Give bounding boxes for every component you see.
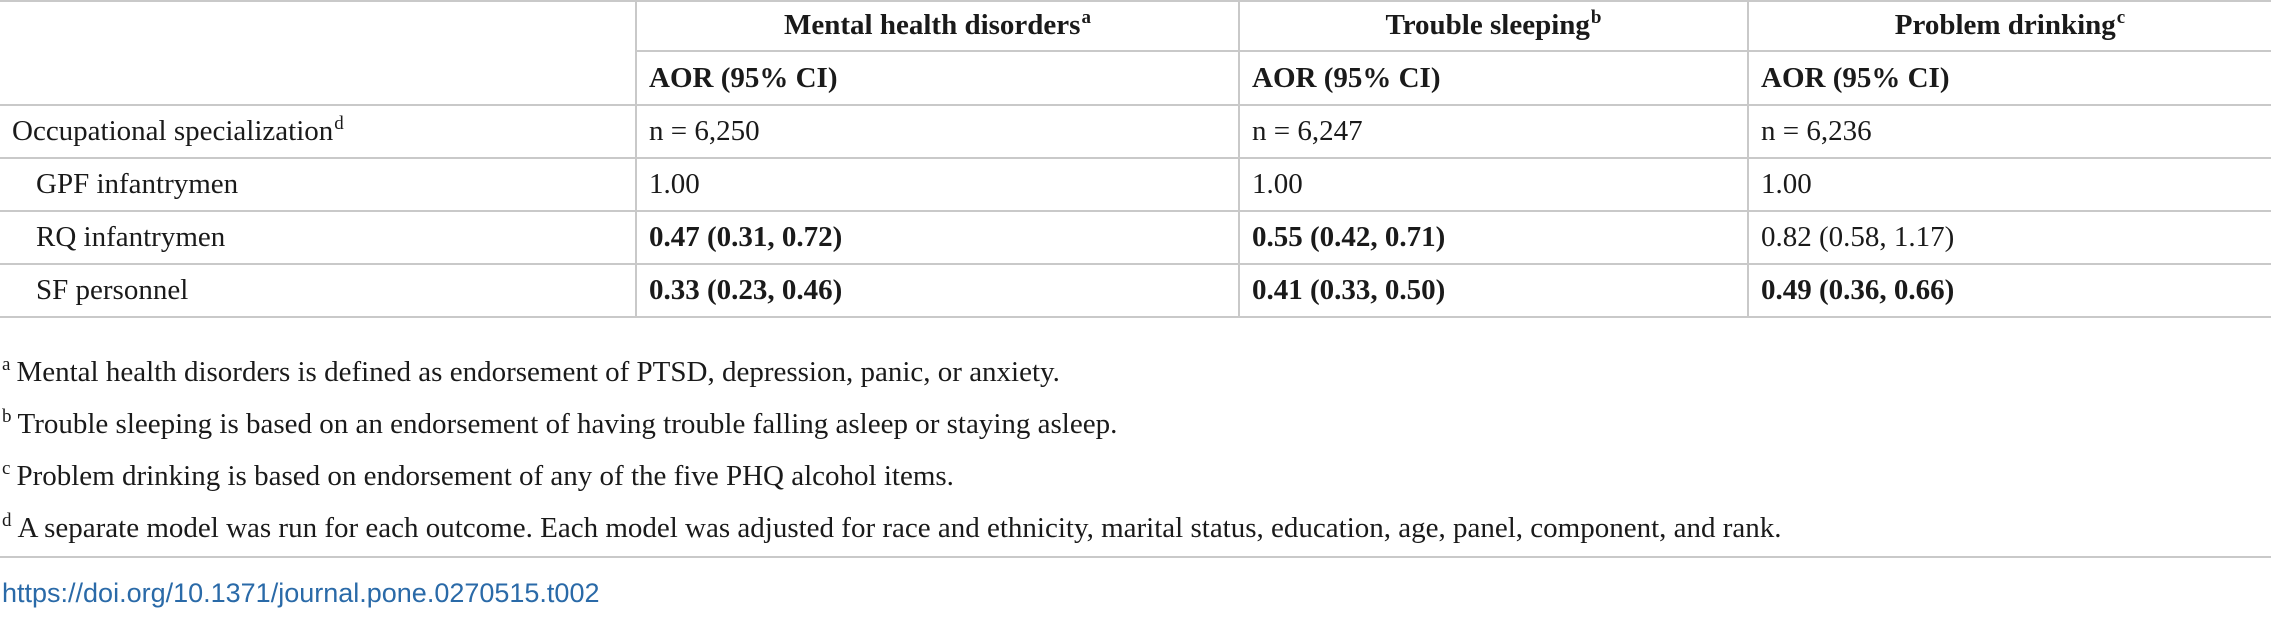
subheader-row <box>0 51 2271 105</box>
subheader-aor: AOR (95% CI) <box>1239 51 1748 105</box>
table-bottom-rule <box>0 316 2271 318</box>
footnotes-bottom-rule <box>0 556 2271 558</box>
row-label-occupational-specialization: Occupational specialization$^d$ <box>0 105 636 158</box>
table-cell: 0.33 (0.23, 0.46) <box>636 264 1239 316</box>
footnote-text: A separate model was run for each outcome. Each model was adjusted for race and ethnicity, marital status, education, age, panel, component, and rank. <box>17 512 1782 544</box>
footnote-marker: b <box>2 406 12 428</box>
footnote-marker: d <box>2 510 12 532</box>
table-cell: n = 6,250 <box>636 105 1239 158</box>
table-row <box>0 211 2271 264</box>
column-header-trouble-sleeping: Trouble sleeping$^b$ <box>1239 0 1748 51</box>
table-body <box>0 105 2271 316</box>
table-row <box>0 264 2271 316</box>
table-cell: 0.55 (0.42, 0.71) <box>1239 211 1748 264</box>
footnote-b <box>2 404 2262 456</box>
row-label: RQ infantrymen <box>0 211 636 264</box>
table-cell: 1.00 <box>1748 158 2271 211</box>
footnote-d <box>2 508 2262 560</box>
column-header-problem-drinking: Problem drinking$^c$ <box>1748 0 2271 51</box>
footnote-text: Trouble sleeping is based on an endorsement of having trouble falling asleep or staying asleep. <box>17 408 1118 440</box>
footnote-marker: c <box>2116 6 2126 28</box>
table-cell: 0.49 (0.36, 0.66) <box>1748 264 2271 316</box>
footnote-marker: c <box>2 458 11 480</box>
doi-link[interactable]: https://doi.org/10.1371/journal.pone.0270515.t002 <box>2 578 600 608</box>
table-cell: 1.00 <box>1239 158 1748 211</box>
table-row-group <box>0 105 2271 158</box>
footnote-marker: b <box>1590 6 1602 28</box>
footnote-marker: a <box>1081 6 1091 28</box>
footnote-text: Problem drinking is based on endorsement of any of the five PHQ alcohol items. <box>16 460 954 492</box>
column-header-mental-health: Mental health disorders$^a$ <box>636 0 1239 51</box>
footnote-text: Mental health disorders is defined as endorsement of PTSD, depression, panic, or anxiety. <box>16 356 1060 388</box>
table-cell: 0.82 (0.58, 1.17) <box>1748 211 2271 264</box>
table-cell: 0.47 (0.31, 0.72) <box>636 211 1239 264</box>
row-label: GPF infantrymen <box>0 158 636 211</box>
footnote-a <box>2 352 2262 404</box>
table-cell: n = 6,236 <box>1748 105 2271 158</box>
subheader-corner-cell <box>0 51 636 105</box>
table-cell: 0.41 (0.33, 0.50) <box>1239 264 1748 316</box>
table-cell: n = 6,247 <box>1239 105 1748 158</box>
table-row <box>0 158 2271 211</box>
footnote-marker: d <box>334 113 344 135</box>
subheader-aor: AOR (95% CI) <box>1748 51 2271 105</box>
header-row <box>0 0 2271 51</box>
footnote-c <box>2 456 2262 508</box>
table-header <box>0 0 2271 105</box>
footnotes <box>2 352 2262 560</box>
footnote-marker: a <box>2 354 11 376</box>
header-corner-cell <box>0 0 636 51</box>
row-label: SF personnel <box>0 264 636 316</box>
subheader-aor: AOR (95% CI) <box>636 51 1239 105</box>
table-cell: 1.00 <box>636 158 1239 211</box>
